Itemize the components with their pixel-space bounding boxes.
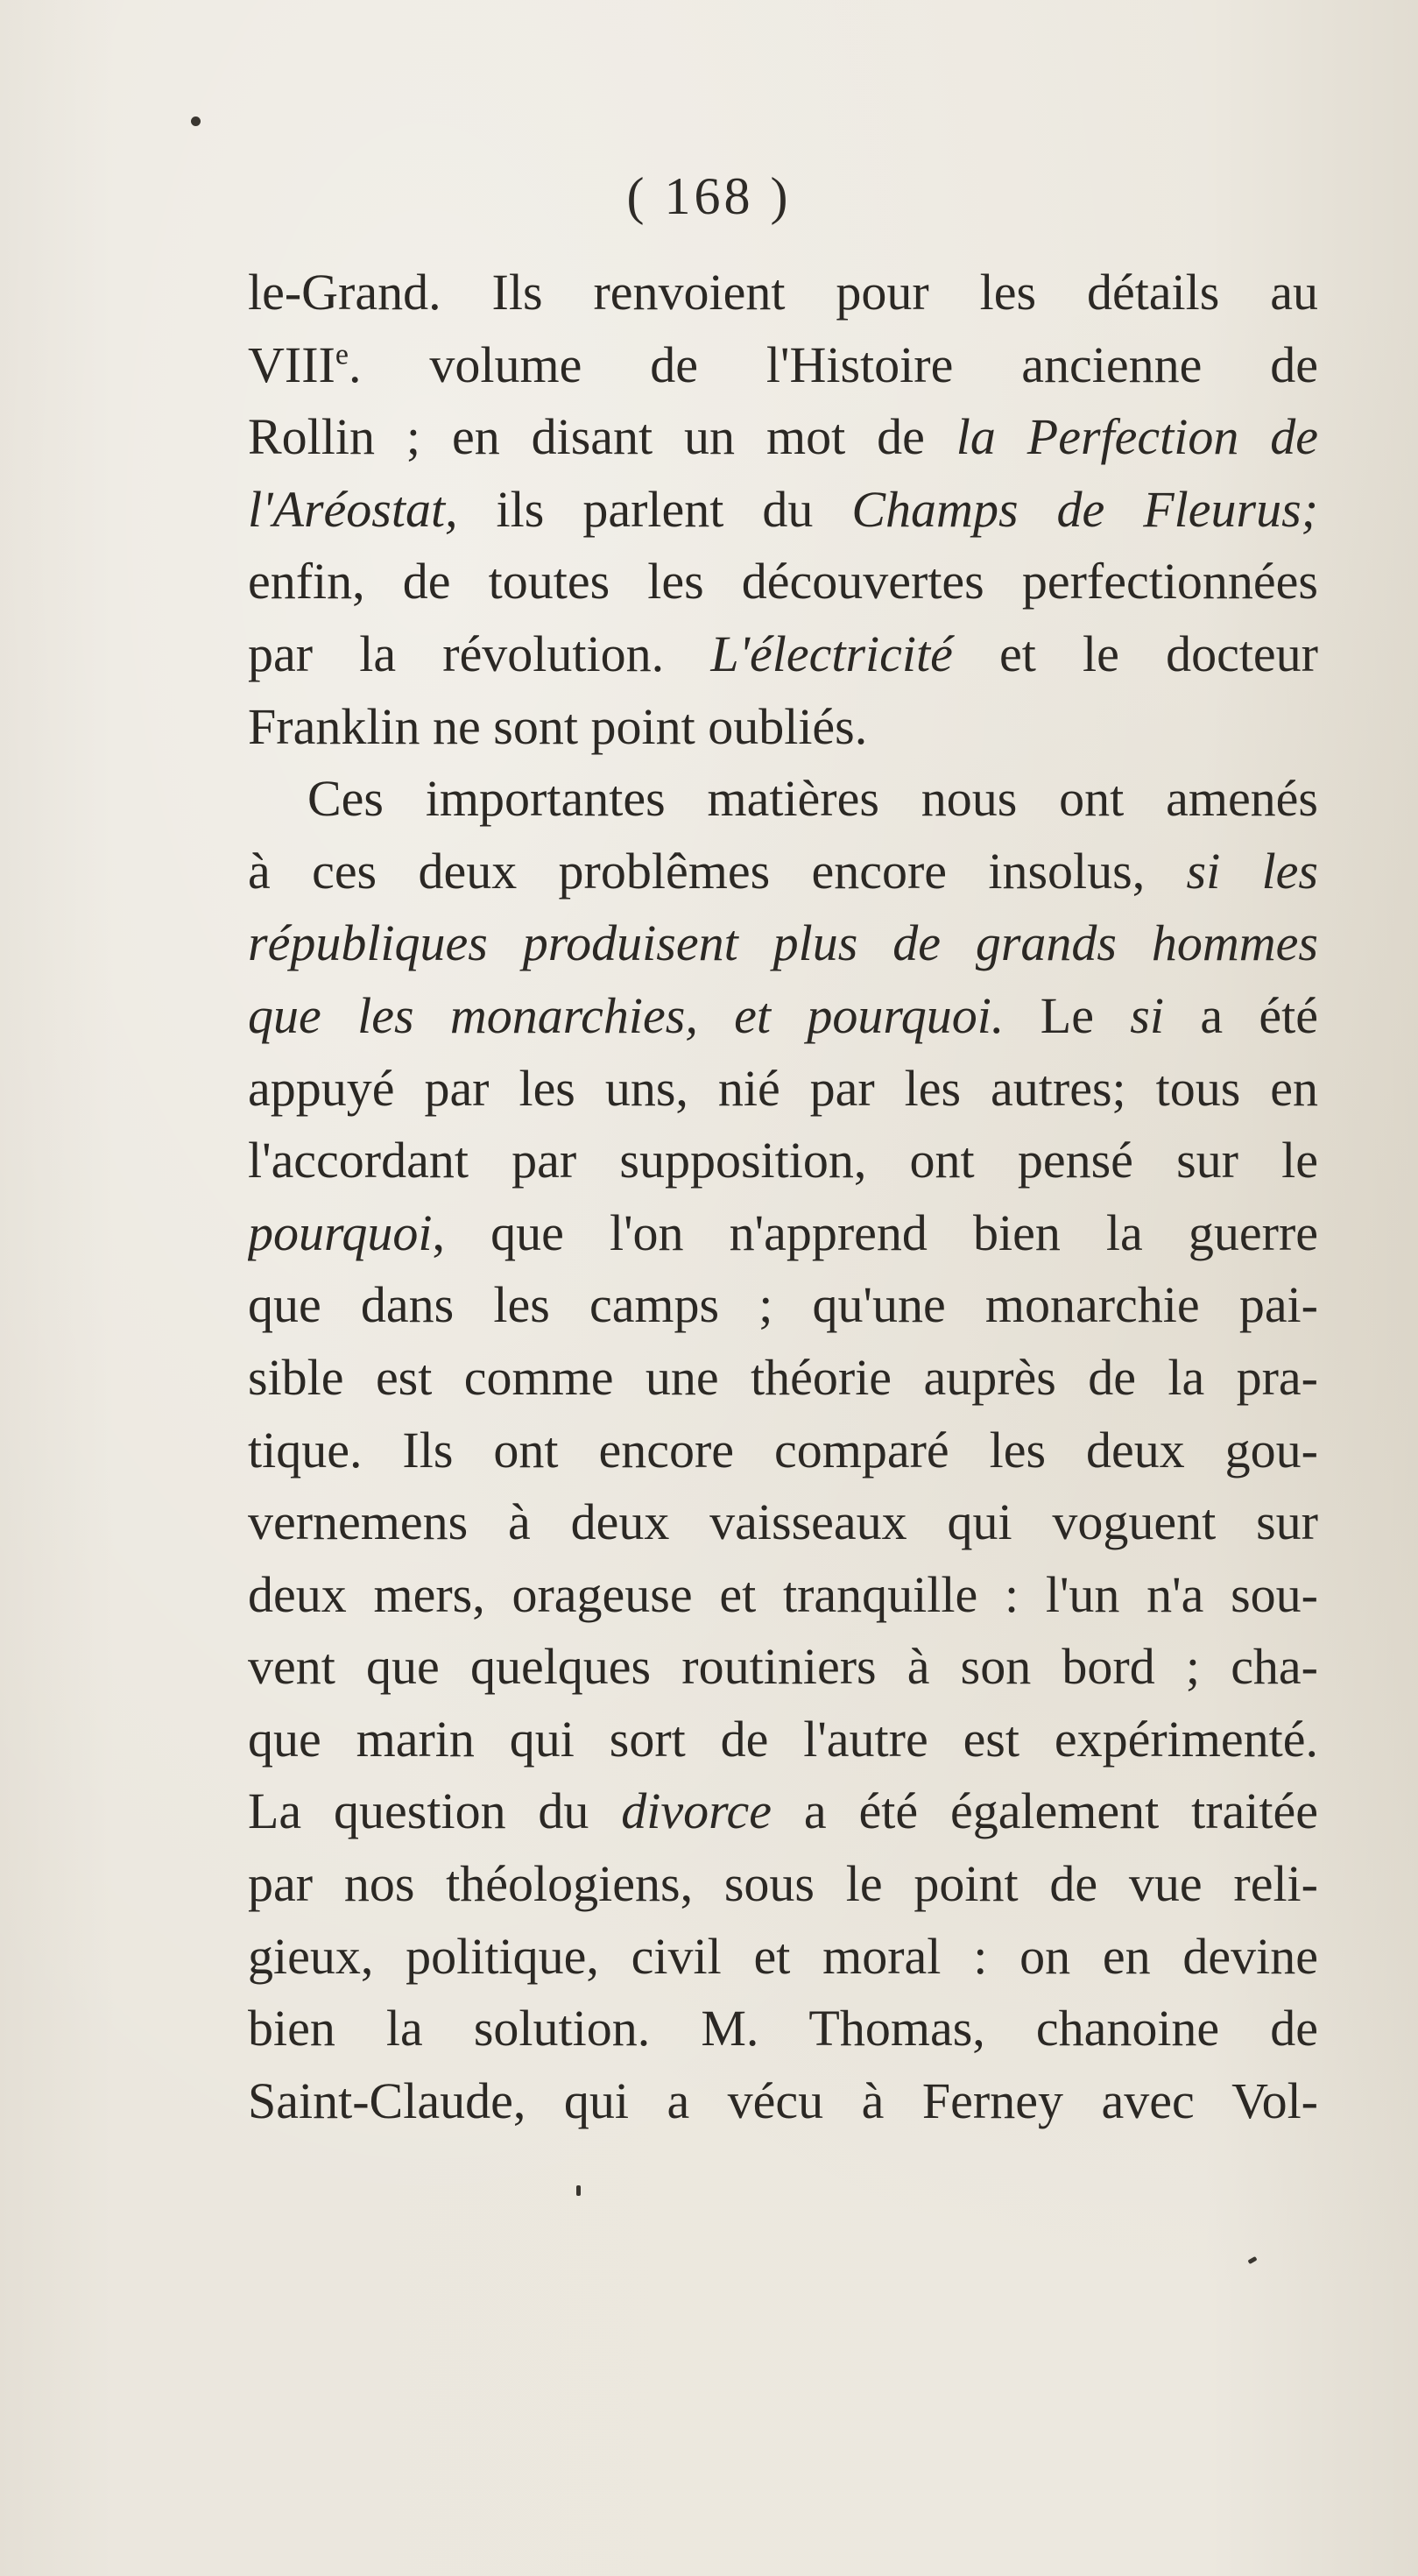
page-number: ( 168 ): [626, 167, 792, 225]
italic-text: que les monarchies, et pourquoi.: [248, 986, 1005, 1044]
text-segment: vent que quelques routiniers à son bord ; cha-: [248, 1638, 1318, 1696]
text-segment: le-Grand. Ils renvoient pour les détails au: [248, 264, 1318, 321]
text-line: [248, 1921, 1318, 1994]
ink-speck: [576, 2185, 581, 2196]
italic-text: divorce: [621, 1782, 772, 1840]
text-line: [248, 1486, 1318, 1559]
text-line: [248, 474, 1318, 547]
text-line: [248, 1415, 1318, 1487]
text-segment: que marin qui sort de l'autre est expérimenté.: [248, 1710, 1318, 1768]
text-segment: , que l'on n'apprend bien la guerre: [432, 1203, 1318, 1261]
text-line: [248, 980, 1318, 1053]
text-segment: vernemens à deux vaisseaux qui voguent sur: [248, 1493, 1318, 1551]
text-line: [248, 1269, 1318, 1342]
italic-text: pourquoi: [248, 1203, 433, 1261]
text-line: [248, 401, 1318, 474]
text-segment: tique. Ils ont encore comparé les deux gou-: [248, 1421, 1318, 1479]
text-segment: a été: [1163, 986, 1318, 1044]
text-segment: que dans les camps ; qu'une monarchie pai-: [248, 1276, 1318, 1334]
text-segment: ils parlent du: [457, 480, 852, 538]
text-line: [248, 546, 1318, 618]
text-segment: Le: [1004, 986, 1131, 1044]
text-segment: bien la solution. M. Thomas, chanoine de: [248, 2000, 1318, 2057]
text-segment: par la révolution.: [248, 625, 711, 682]
text-line: [248, 836, 1318, 908]
italic-text: Champs de Fleurus;: [851, 480, 1318, 538]
text-line: [248, 1775, 1318, 1848]
text-segment: deux mers, orageuse et tranquille : l'un n'a sou-: [248, 1565, 1318, 1623]
italic-text: la Perfection de: [956, 408, 1318, 466]
italic-text: si les: [1186, 842, 1318, 900]
text-line: [248, 1848, 1318, 1921]
ink-speck: [1247, 2256, 1257, 2264]
text-segment: e: [335, 338, 349, 371]
text-line: [248, 1993, 1318, 2065]
italic-text: républiques produisent plus de grands hommes: [248, 914, 1318, 972]
body-text: [248, 257, 1318, 2137]
text-segment: enfin, de toutes les découvertes perfectionnées: [248, 553, 1318, 610]
text-line: [248, 1631, 1318, 1704]
ink-speck: [191, 116, 201, 126]
text-segment: a été également traitée: [772, 1782, 1318, 1840]
text-line: [248, 1053, 1318, 1126]
text-segment: Franklin ne sont point oubliés.: [248, 697, 868, 755]
text-line: [248, 1704, 1318, 1776]
text-segment: VIII: [248, 335, 335, 393]
text-segment: et le docteur: [952, 625, 1318, 682]
italic-text: L'électricité: [710, 625, 953, 682]
text-line: [248, 329, 1318, 402]
text-line: [248, 618, 1318, 691]
text-segment: sible est comme une théorie auprès de la pra-: [248, 1348, 1318, 1406]
text-line: [248, 1559, 1318, 1632]
text-line: [248, 257, 1318, 329]
text-segment: l'accordant par supposition, ont pensé sur le: [248, 1132, 1318, 1189]
text-segment: La question du: [248, 1782, 622, 1840]
text-segment: Saint-Claude, qui a vécu à Ferney avec Vol-: [248, 2071, 1318, 2129]
text-segment: par nos théologiens, sous le point de vue reli-: [248, 1855, 1318, 1913]
text-line: [248, 1197, 1318, 1270]
text-segment: à ces deux problêmes encore insolus,: [248, 842, 1187, 900]
text-segment: Rollin ; en disant un mot de: [248, 408, 956, 466]
text-line: [248, 691, 1318, 764]
text-line: [248, 1125, 1318, 1197]
text-line: [248, 1342, 1318, 1415]
text-segment: appuyé par les uns, nié par les autres; tous en: [248, 1059, 1318, 1117]
text-line: [248, 2065, 1318, 2138]
text-line: [248, 763, 1318, 836]
italic-text: si: [1130, 986, 1164, 1044]
italic-text: l'Aréostat,: [248, 480, 458, 538]
text-line: [248, 907, 1318, 980]
text-segment: . volume de l'Histoire ancienne de: [348, 335, 1318, 393]
text-segment: Ces importantes matières nous ont amenés: [307, 770, 1318, 828]
text-segment: gieux, politique, civil et moral : on en devine: [248, 1927, 1318, 1985]
